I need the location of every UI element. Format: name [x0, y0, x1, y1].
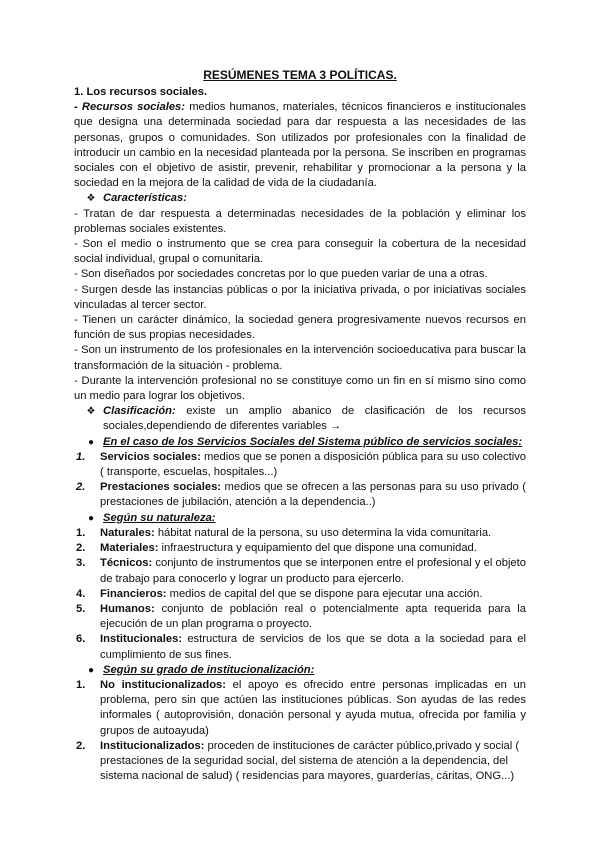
round-bullet-icon: ● — [87, 436, 95, 448]
item-text: proceden de instituciones de carácter público,privado y social ( prestaciones de la seguridad social, del sistema de atención a la dependencia, del sistema nacional de salud) ( residencias para mayores, guarderías, cáritas, ONG...) — [100, 739, 520, 783]
diamond-bullet-icon: ❖ — [86, 193, 96, 205]
page-title: RESÚMENES TEMA 3 POLÍTICAS. — [203, 68, 397, 82]
item-label: Financieros: — [100, 587, 167, 600]
section-heading: 1. Los recursos sociales. — [74, 86, 208, 98]
numbered-item — [74, 602, 526, 632]
item-label: Servicios sociales: — [100, 450, 201, 463]
caracteristicas-label: Características: — [103, 192, 187, 205]
item-number: 5. — [76, 602, 86, 615]
numbered-item — [74, 587, 526, 602]
list-item: - Tienen un carácter dinámico, la sociedad genera progresivamente nuevos recursos en función de sus propias necesidades. — [74, 314, 526, 342]
servicios-heading-text: En el caso de los Servicios Sociales del Sistema público de servicios sociales: — [103, 435, 523, 448]
item-label: No institucionalizados: — [100, 678, 226, 691]
item-text: medios de capital del que se dispone para ejecutar una acción. — [166, 587, 483, 600]
document-body — [74, 85, 526, 784]
item-label: Técnicos: — [100, 557, 153, 570]
item-text: medios que se ponen a disposición pública para su uso colectivo ( transporte, escuelas, hospitales...) — [100, 450, 527, 479]
item-number: 2. — [76, 542, 86, 555]
item-number: 1. — [76, 526, 86, 539]
list-item: - Son el medio o instrumento que se crea para conseguir la cobertura de la necesidad social individual, grupal o comunitaria. — [74, 238, 526, 266]
numbered-item — [74, 541, 526, 556]
numbered-item — [74, 739, 526, 785]
definition-text: medios humanos, materiales, técnicos financieros e institucionales que designa una determinada sociedad para dar respuesta a las necesidades de las personas, grupos o comunidades. Son utilizados por profesionales con la finalidad de introducir un cambio en la necesidad planteada por la persona. Se inscriben en programas sociales con el objetivo de asistir, prevenir, rehabilitar y promocionar a la persona y la sociedad en la mejora de la calidad de vida de la ciudadanía. — [74, 101, 526, 190]
numbered-item — [74, 450, 526, 480]
item-number: 2. — [76, 481, 86, 494]
item-number: 3. — [76, 557, 86, 570]
item-label: Materiales: — [100, 542, 159, 555]
item-label: Naturales: — [100, 526, 155, 539]
numbered-item — [74, 556, 526, 586]
item-label: Institucionales: — [100, 633, 183, 646]
item-number: 1. — [76, 678, 86, 691]
clasificacion-text: existe un amplio abanico de clasificación de los recursos sociales,dependiendo de diferentes variables → — [103, 405, 526, 433]
item-text: estructura de servicios de los que se dota a la sociedad para el cumplimiento de sus fines. — [100, 633, 526, 661]
round-bullet-icon: ● — [87, 664, 95, 676]
item-text: medios que se ofrecen a las personas para su uso privado ( prestaciones de jubilación, atención a la dependencia..) — [100, 481, 526, 509]
list-item: - Son diseñados por sociedades concretas por lo que pueden variar de una a otras. — [74, 268, 488, 281]
item-text: hábitat natural de la persona, su uso determina la vida comunitaria. — [154, 526, 492, 539]
caracteristicas-heading — [74, 191, 526, 206]
numbered-item — [74, 526, 526, 541]
item-text: infraestructura y equipamiento del que dispone una comunidad. — [158, 542, 477, 555]
list-item: - Durante la intervención profesional no se constituye como un fin en sí mismo sino como un medio para lograr los objetivos. — [74, 374, 526, 403]
item-label: Institucionalizados: — [100, 739, 205, 752]
numbered-item — [74, 632, 526, 662]
numbered-item — [74, 480, 526, 510]
list-item: - Tratan de dar respuesta a determinadas necesidades de la población y eliminar los problemas sociales existentes. — [74, 207, 526, 235]
list-item: - Surgen desde las instancias públicas o por la iniciativa privada, o por iniciativas sociales vinculadas al tercer sector. — [74, 283, 526, 311]
round-bullet-icon: ● — [87, 512, 95, 524]
definition-label: - Recursos sociales: — [74, 101, 186, 114]
institucionalizacion-heading — [74, 663, 526, 678]
item-number: 1. — [76, 450, 86, 463]
item-text: conjunto de población real o potencialmente apta requerida para la ejecución de un plan programa o proyecto. — [100, 602, 526, 631]
clasificacion-item — [74, 404, 526, 434]
item-number: 4. — [76, 587, 86, 600]
caracteristicas-list — [74, 207, 526, 405]
item-text: el apoyo es ofrecido entre personas implicadas en un problema, pero sin que actúen las instituciones públicas. Son ayudas de las redes informales ( autoprovisión, donación personal y ayuda mutua, ofrecida por familia y grupos de autoayuda) — [100, 678, 526, 737]
clasificacion-label: Clasificación: — [103, 405, 176, 418]
item-label: Humanos: — [100, 602, 155, 615]
servicios-heading — [74, 435, 526, 450]
list-item: - Son un instrumento de los profesionales en la intervención socioeducativa para buscar la transformación de la situación - problema. — [74, 344, 526, 372]
item-number: 6. — [76, 633, 86, 646]
naturaleza-heading-text: Según su naturaleza: — [103, 511, 216, 524]
item-number: 2. — [76, 739, 86, 752]
item-text: conjunto de instrumentos que se interponen entre el profesional y el objeto de trabajo para conocerlo y lograr un producto para ejercerlo. — [100, 557, 526, 585]
naturaleza-heading — [74, 511, 526, 526]
item-label: Prestaciones sociales: — [100, 481, 222, 494]
institucionalizacion-heading-text: Según su grado de institucionalización: — [103, 663, 315, 676]
numbered-item — [74, 678, 526, 739]
diamond-bullet-icon: ❖ — [86, 406, 96, 418]
definition-paragraph — [74, 100, 526, 191]
